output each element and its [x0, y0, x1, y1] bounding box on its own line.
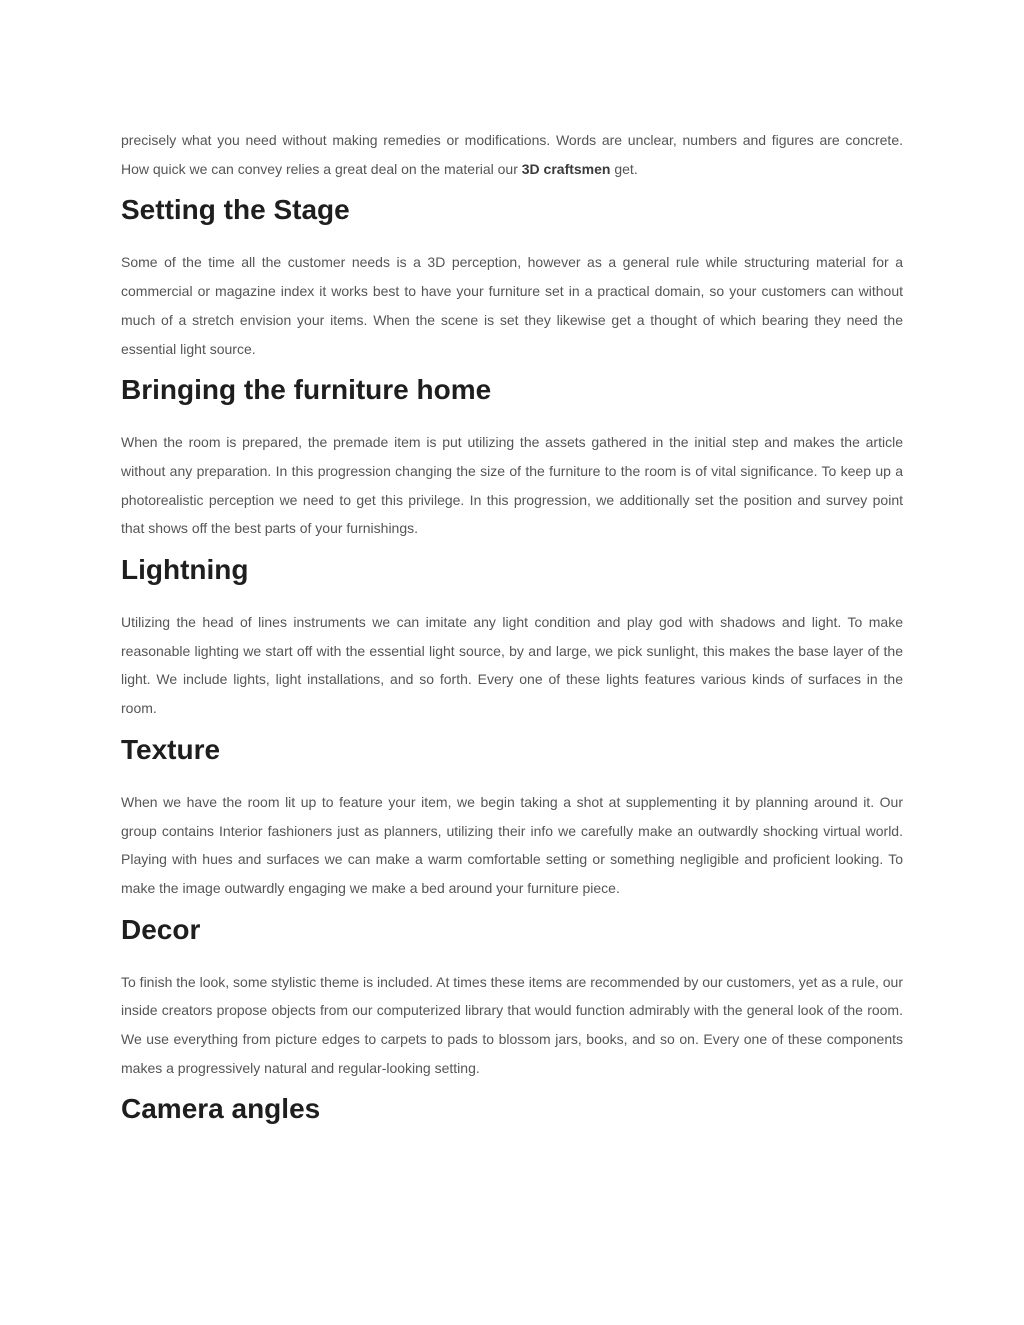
heading-camera-angles: Camera angles [121, 1093, 321, 1125]
heading-lightning: Lightning [121, 554, 249, 586]
intro-paragraph [121, 126, 903, 183]
paragraph-texture: When we have the room lit up to feature your item, we begin taking a shot at supplementing it by planning around it. Our group contains Interior fashioners just as planners, utilizing their info we carefully make an outwardly shocking virtual world. Playing with hues and surfaces we can make a warm comfortable setting or something negligible and proficient looking. To make the image outwardly engaging we make a bed around your furniture piece. [121, 793, 903, 896]
paragraph-lightning: Utilizing the head of lines instruments we can imitate any light condition and play god with shadows and light. To make reasonable lighting we start off with the essential light source, by and large, we pick sunlight, this makes the base layer of the light. We include lights, light installations, and so forth. Every one of these lights features various kinds of surfaces in the room. [121, 614, 903, 717]
document-page [121, 126, 903, 1126]
intro-text-end: get. [610, 160, 638, 177]
intro-text: precisely what you need without making remedies or modifications. Words are unclear, numbers and figures are concrete. How quick we can convey relies a great deal on the material our [121, 132, 903, 177]
heading-bringing-furniture-home: Bringing the furniture home [121, 374, 492, 406]
paragraph-decor: To finish the look, some stylistic theme is included. At times these items are recommended by our customers, yet as a rule, our inside creators propose objects from our computerized library that would function admirably with the general look of the room. We use everything from picture edges to carpets to pads to blossom jars, books, and so on. Every one of these components makes a progressively natural and regular-looking setting. [121, 973, 904, 1076]
heading-texture: Texture [121, 733, 221, 765]
heading-setting-the-stage: Setting the Stage [121, 194, 350, 226]
paragraph-bringing-furniture-home: When the room is prepared, the premade item is put utilizing the assets gathered in the initial step and makes the article without any preparation. In this progression changing the size of the furniture to the room is of vital significance. To keep up a photorealistic perception we need to get this privilege. In this progression, we additionally set the position and survey point that shows off the best parts of your furnishings. [121, 434, 903, 537]
heading-decor: Decor [121, 913, 201, 945]
paragraph-setting-the-stage: Some of the time all the customer needs is a 3D perception, however as a general rule while structuring material for a commercial or magazine index it works best to have your furniture set in a practical domain, so your customers can without much of a stretch envision your items. When the scene is set they likewise get a thought of which bearing they need the essential light source. [121, 254, 903, 357]
craftsmen-link-text: 3D craftsmen [521, 160, 611, 177]
